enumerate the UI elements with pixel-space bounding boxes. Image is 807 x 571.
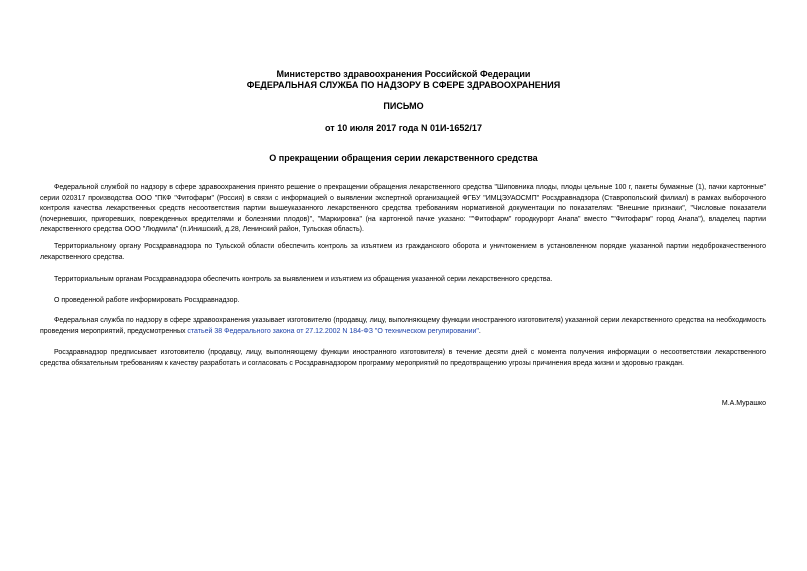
- paragraph-text-before-link: Федеральная служба по надзору в сфере здравоохранения указывает изготовителю (продавцу, лицу, выполняющему функции иностранного изготовителя) указанной серии лекарственного средства на необходимость проведения мероприятий, предусмотренных: [40, 317, 766, 335]
- ministry-name: Министерство здравоохранения Российской Федерации: [276, 69, 531, 79]
- service-name: ФЕДЕРАЛЬНАЯ СЛУЖБА ПО НАДЗОРУ В СФЕРЕ ЗДРАВООХРАНЕНИЯ: [246, 80, 561, 90]
- document-type: ПИСЬМО: [383, 101, 424, 111]
- law-article-link[interactable]: статьей 38 Федерального закона от 27.12.2002 N 184-ФЗ "О техническом регулировании": [187, 327, 479, 335]
- paragraph-inform: О проведенной работе информировать Росздравнадзор.: [54, 297, 240, 304]
- paragraph-manufacturer-measures: [40, 316, 766, 337]
- paragraph-territorial-control: Территориальным органам Росздравнадзора обеспечить контроль за выявлением и изъятием из обращения указанной серии лекарственного средства.: [54, 276, 553, 283]
- paragraph-tula-control: Территориальному органу Росздравнадзора по Тульской области обеспечить контроль за изъятием из гражданского оборота и уничтожением в установленном порядке указанной партии недоброкачественного лекарственного средства.: [40, 243, 766, 261]
- paragraph-decision: Федеральной службой по надзору в сфере здравоохранения принято решение о прекращении обращения лекарственного средства "Шиповника плоды, плоды цельные 100 г, пакеты бумажные (1), пачки картонные" серии 020317 производства ООО "ПКФ "Фитофарм" (Россия) в связи с информацией о выявлении экспертной организацией ФГБУ "ИМЦЭУАОСМП" Росздравнадзора (Ставропольский филиал) в рамках выборочного контроля качества лекарственных средств несоответствия партии вышеуказанного лекарственного средства требованиям нормативной документации по показателям: "Внешние признаки", "Числовые показатели (почерневших, пригоревших, поврежденных вредителями и болезнями плодов)", "Маркировка" (на картонной пачке указано: ""Фитофарм" городкурорт Анапа" вместо ""Фитофарм" город Анапа"), владелец партии лекарственного средства ООО "Людмила" (п.Инишский, д.28, Ленинский район, Тульская область).: [40, 184, 766, 233]
- paragraph-text-after-link: .: [478, 327, 481, 335]
- document-subject: О прекращении обращения серии лекарственного средства: [269, 153, 538, 163]
- paragraph-prescription: Росздравнадзор предписывает изготовителю (продавцу, лицу, выполняющему функции иностранного изготовителя) в течение десяти дней с момента получения информации о несоответствии лекарственного средства обязательным требованиям к качеству разработать и согласовать с Росздравнадзором программу мероприятий по предотвращению угрозы причинения вреда жизни и здоровью граждан.: [40, 349, 766, 367]
- document-date-number: от 10 июля 2017 года N 01И-1652/17: [325, 123, 482, 133]
- signature: М.А.Мурашко: [721, 400, 766, 407]
